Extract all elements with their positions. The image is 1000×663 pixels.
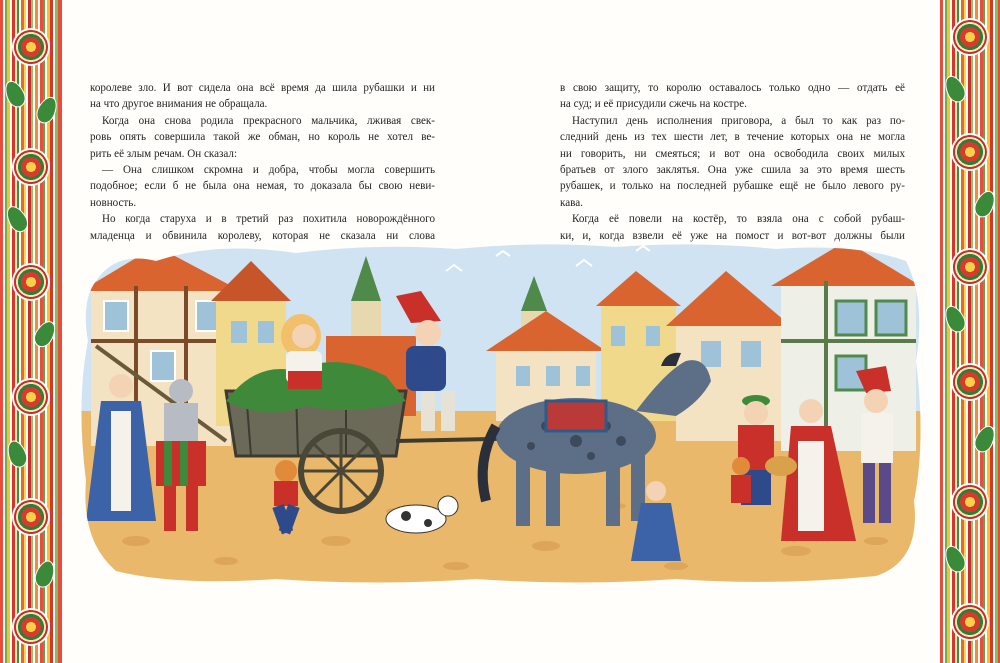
- leaf-ornament-icon: [941, 543, 969, 576]
- right-folk-border: [940, 0, 1000, 663]
- leaf-ornament-icon: [33, 94, 61, 127]
- text-line: Когда её повели на костёр, то взяла она с собой рубаш-: [572, 213, 905, 226]
- text-line: Когда она снова родила прекрасного мальчика, лживая свек-: [102, 114, 435, 127]
- flower-ornament-icon: [14, 500, 48, 534]
- text-line: подобное; если б не была она немая, то доказала бы свою неви-: [90, 180, 435, 193]
- text-line: королеве зло. И вот сидела она всё время да шила рубашки и ни: [90, 82, 435, 94]
- text-line: Но когда старуха и в третий раз похитила новорождённого: [102, 213, 435, 226]
- text-line: братьев от злого заклятья. Она уже сшила за это время шесть: [560, 163, 905, 176]
- text-line: ровь опять совершила такой же обман, но король не хотел ве-: [90, 131, 435, 144]
- flower-ornament-icon: [14, 380, 48, 414]
- text-line: ки, и, когда взвели её уже на помост и вот-вот должны были: [560, 229, 905, 242]
- flower-ornament-icon: [953, 250, 987, 284]
- flower-ornament-icon: [953, 20, 987, 54]
- leaf-ornament-icon: [1, 78, 29, 111]
- left-text-column: [90, 80, 435, 244]
- flower-ornament-icon: [953, 485, 987, 519]
- town-square-illustration: [76, 241, 926, 586]
- flower-ornament-icon: [14, 150, 48, 184]
- text-line: ни говорить, ни смеяться; и вот она освободила своих милых: [560, 147, 905, 160]
- leaf-ornament-icon: [971, 188, 999, 221]
- flower-ornament-icon: [14, 610, 48, 644]
- flower-ornament-icon: [14, 30, 48, 64]
- text-line: рубашек, и только на последней рубашке ещё не было левого ру-: [560, 180, 905, 193]
- leaf-ornament-icon: [941, 73, 969, 106]
- text-line: кава.: [560, 196, 583, 209]
- flower-ornament-icon: [953, 605, 987, 639]
- right-text-column: [560, 80, 905, 244]
- leaf-ornament-icon: [941, 303, 969, 336]
- text-line: следний день из тех шести лет, в течение которых она не могла: [560, 131, 905, 144]
- leaf-ornament-icon: [2, 202, 32, 235]
- leaf-ornament-icon: [30, 317, 60, 350]
- left-folk-border: [0, 0, 62, 663]
- flower-ornament-icon: [953, 135, 987, 169]
- flower-ornament-icon: [14, 265, 48, 299]
- leaf-ornament-icon: [971, 423, 999, 456]
- text-line: рить её злым речам. Он сказал:: [90, 147, 238, 160]
- leaf-ornament-icon: [32, 558, 58, 590]
- girl-on-cart: [281, 314, 322, 389]
- text-line: Наступил день исполнения приговора, а был то как раз по-: [572, 114, 905, 127]
- leaf-ornament-icon: [4, 438, 30, 470]
- text-line: младенца и обвинила королеву, которая не сказала ни слова: [90, 229, 435, 242]
- text-line: на что другое внимания не обращала.: [90, 98, 268, 111]
- text-line: новность.: [90, 196, 137, 209]
- flower-ornament-icon: [953, 365, 987, 399]
- text-line: на суд; и её присудили сжечь на костре.: [560, 98, 747, 111]
- child-in-red: [731, 457, 751, 503]
- text-line: в свою защиту, то королю оставалось только одно — отдать её: [560, 82, 905, 94]
- text-line: — Она слишком скромна и добра, чтобы могла совершить: [102, 163, 435, 176]
